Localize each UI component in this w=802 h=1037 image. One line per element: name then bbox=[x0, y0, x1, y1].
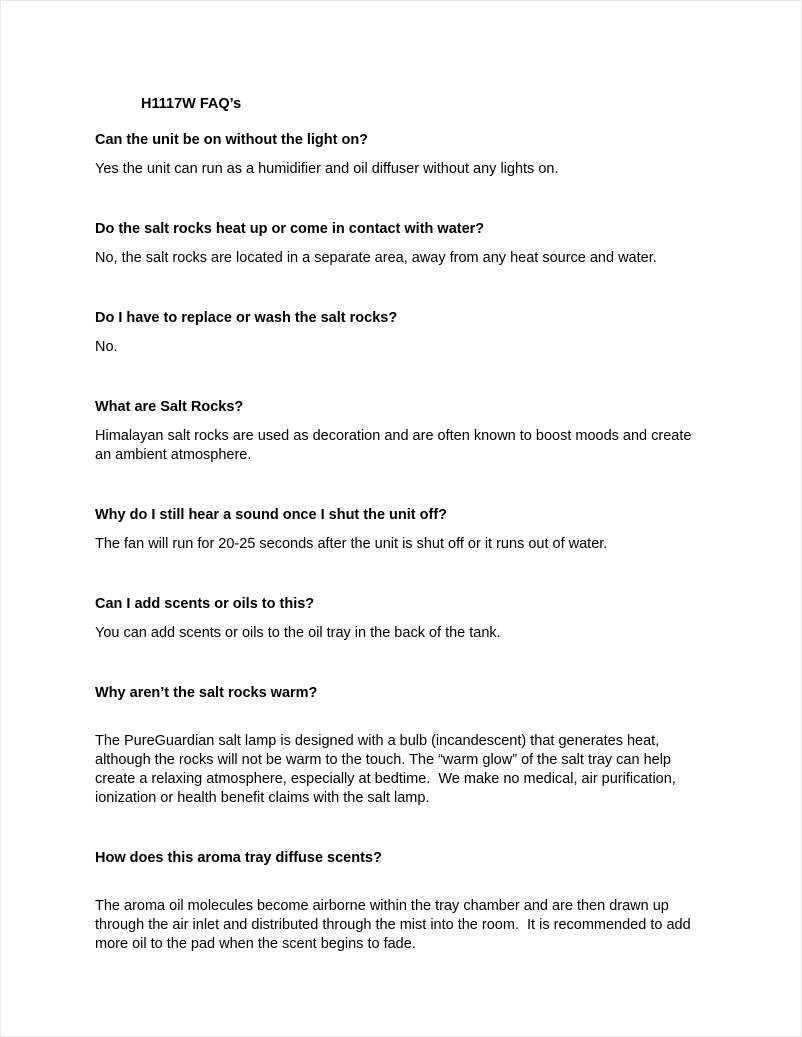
faq-item bbox=[95, 595, 709, 643]
document-title: H1117W FAQ’s bbox=[141, 96, 242, 112]
faq-question: Why aren’t the salt rocks warm? bbox=[95, 685, 318, 701]
faq-answer: Himalayan salt rocks are used as decoration and are often known to boost moods and create an ambient atmosphere. bbox=[95, 428, 696, 463]
faq-question: What are Salt Rocks? bbox=[95, 399, 244, 415]
faq-question: How does this aroma tray diffuse scents? bbox=[95, 850, 382, 866]
faq-answer: You can add scents or oils to the oil tray in the back of the tank. bbox=[95, 625, 501, 641]
faq-answer: No. bbox=[95, 339, 118, 355]
faq-answer: No, the salt rocks are located in a separate area, away from any heat source and water. bbox=[95, 250, 657, 266]
faq-item bbox=[95, 506, 709, 554]
faq-item bbox=[95, 131, 709, 179]
faq-item bbox=[95, 309, 709, 357]
faq-question: Do the salt rocks heat up or come in contact with water? bbox=[95, 221, 485, 237]
faq-answer: The PureGuardian salt lamp is designed with a bulb (incandescent) that generates heat, although the rocks will not be warm to the touch. The “warm glow” of the salt tray can help create a relaxing atmosphere, especially at bedtime. We make no medical, air purification, ionization or health benefit claims with the salt lamp. bbox=[95, 733, 680, 806]
faq-question: Do I have to replace or wash the salt rocks? bbox=[95, 310, 398, 326]
faq-question: Why do I still hear a sound once I shut the unit off? bbox=[95, 507, 448, 523]
faq-item bbox=[95, 220, 709, 268]
faq-answer: Yes the unit can run as a humidifier and oil diffuser without any lights on. bbox=[95, 161, 559, 177]
faq-item bbox=[95, 684, 709, 808]
faq-answer: The fan will run for 20-25 seconds after the unit is shut off or it runs out of water. bbox=[95, 536, 608, 552]
faq-question: Can I add scents or oils to this? bbox=[95, 596, 315, 612]
faq-item bbox=[95, 398, 709, 465]
document-content bbox=[1, 1, 801, 954]
faq-question: Can the unit be on without the light on? bbox=[95, 132, 369, 148]
faq-item bbox=[95, 849, 709, 954]
faq-answer: The aroma oil molecules become airborne within the tray chamber and are then drawn up through the air inlet and distributed through the mist into the room. It is recommended to add more oil to the pad when the scent begins to fade. bbox=[95, 898, 695, 952]
